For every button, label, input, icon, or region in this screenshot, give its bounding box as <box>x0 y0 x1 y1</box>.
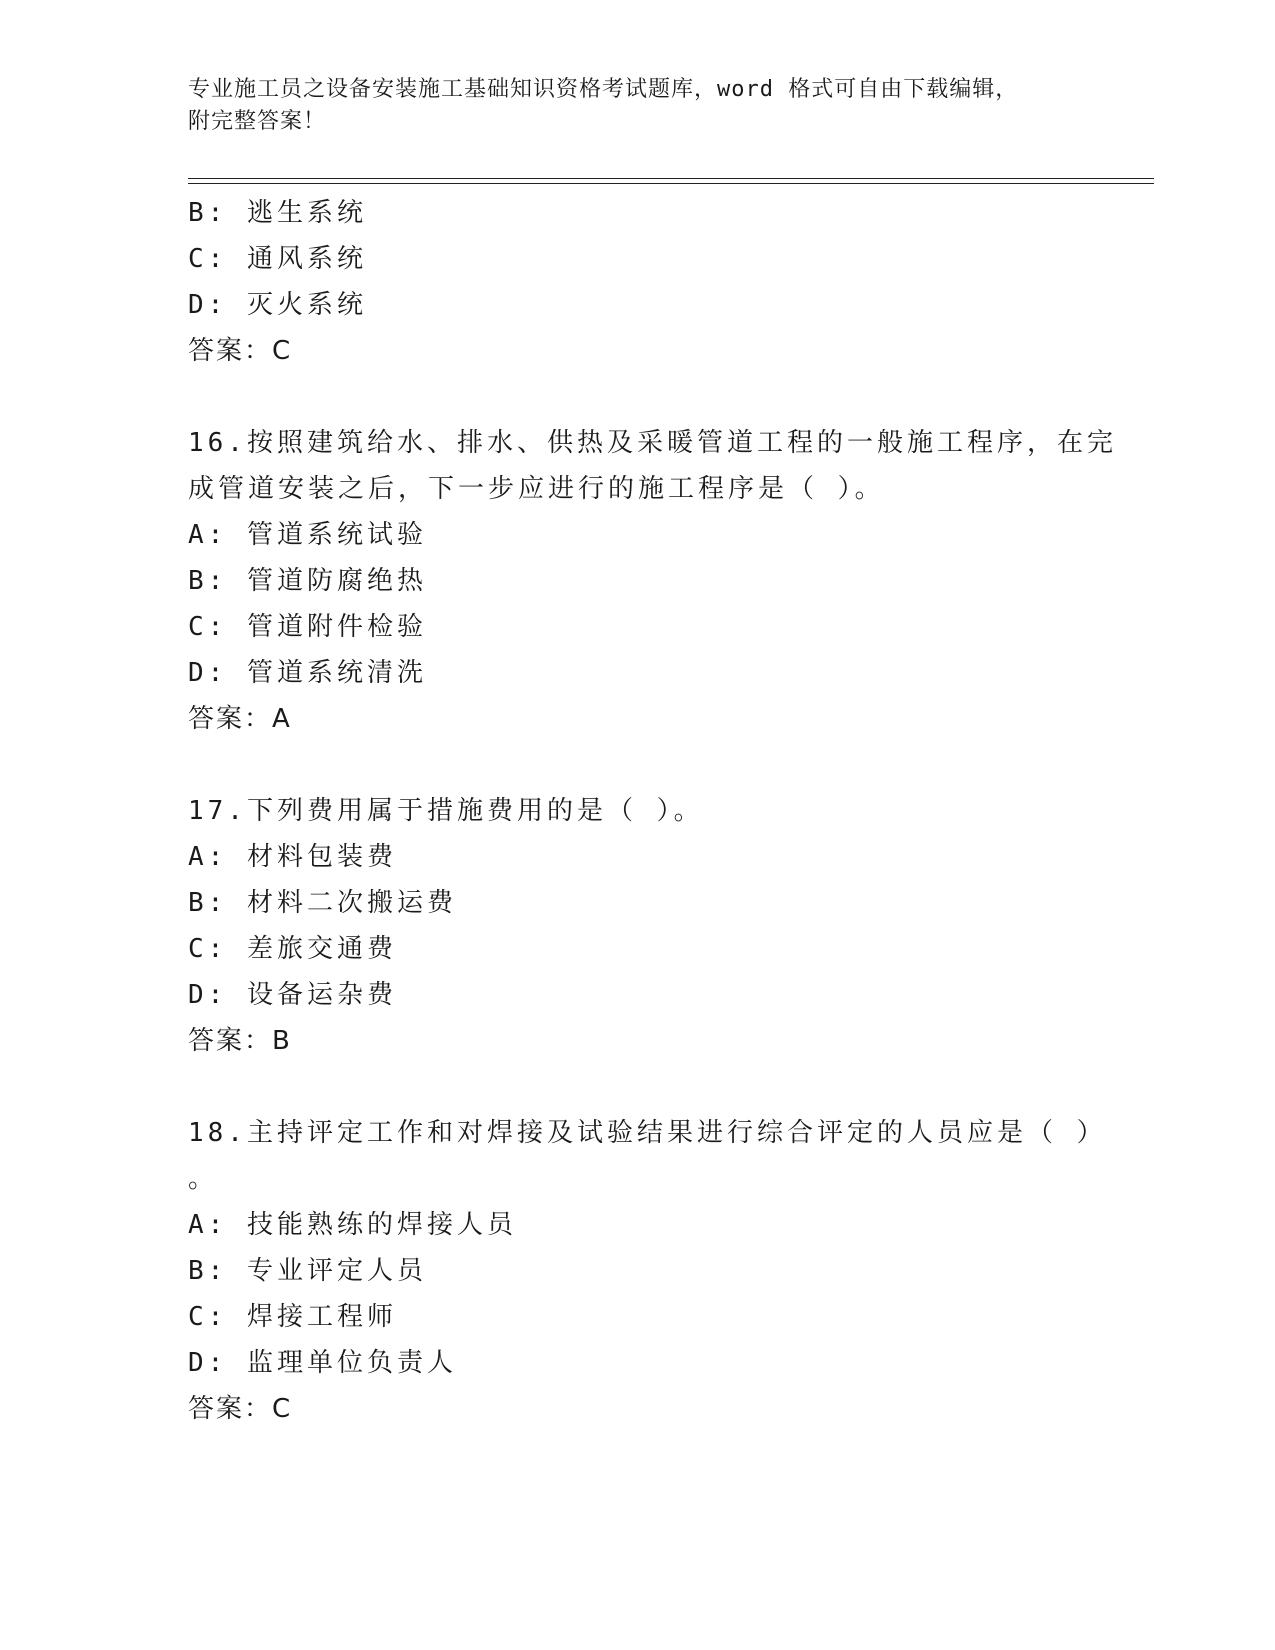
answer-line: 答案：B <box>188 1026 292 1056</box>
option-c: C: 管道附件检验 <box>188 612 427 642</box>
question-17-block <box>188 788 1088 1064</box>
answer-line: 答案：C <box>188 336 293 366</box>
header-divider-top <box>188 178 1154 179</box>
answer-line: 答案：C <box>188 1394 293 1424</box>
question-content <box>188 190 1117 1432</box>
question-stem-line-1: 17.下列费用属于措施费用的是（ ）。 <box>188 796 704 826</box>
option-b: B: 专业评定人员 <box>188 1256 427 1286</box>
question-stem-line-2: 成管道安装之后，下一步应进行的施工程序是（ ）。 <box>188 474 885 504</box>
answer-line: 答案：A <box>188 704 292 734</box>
question-stem-line-1: 18.主持评定工作和对焊接及试验结果进行综合评定的人员应是（ ） <box>188 1118 1107 1148</box>
option-a: A: 管道系统试验 <box>188 520 427 550</box>
option-c: C: 差旅交通费 <box>188 934 397 964</box>
header-line-2: 附完整答案！ <box>188 109 327 134</box>
option-b: B: 管道防腐绝热 <box>188 566 427 596</box>
spacer <box>188 742 1088 788</box>
question-stem-line-1: 16.按照建筑给水、排水、供热及采暖管道工程的一般施工程序，在完 <box>188 428 1117 458</box>
option-b: B: 材料二次搬运费 <box>188 888 457 918</box>
option-a: A: 技能熟练的焊接人员 <box>188 1210 517 1240</box>
question-18-block <box>188 1110 1107 1432</box>
option-c: C: 焊接工程师 <box>188 1302 397 1332</box>
spacer <box>188 374 1088 420</box>
option-b: B: 逃生系统 <box>188 198 367 228</box>
option-d: D: 监理单位负责人 <box>188 1348 457 1378</box>
question-16-block <box>188 420 1117 742</box>
option-d: D: 设备运杂费 <box>188 980 397 1010</box>
question-stem-line-2: 。 <box>188 1164 219 1194</box>
spacer <box>188 1064 1088 1110</box>
header-divider-bottom <box>188 183 1154 184</box>
document-header <box>188 74 1068 138</box>
option-c: C: 通风系统 <box>188 244 367 274</box>
option-a: A: 材料包装费 <box>188 842 397 872</box>
header-line-1: 专业施工员之设备安装施工基础知识资格考试题库，word 格式可自由下载编辑， <box>188 77 1019 102</box>
option-d: D: 灭火系统 <box>188 290 367 320</box>
prev-question-block <box>188 190 1088 374</box>
option-d: D: 管道系统清洗 <box>188 658 427 688</box>
